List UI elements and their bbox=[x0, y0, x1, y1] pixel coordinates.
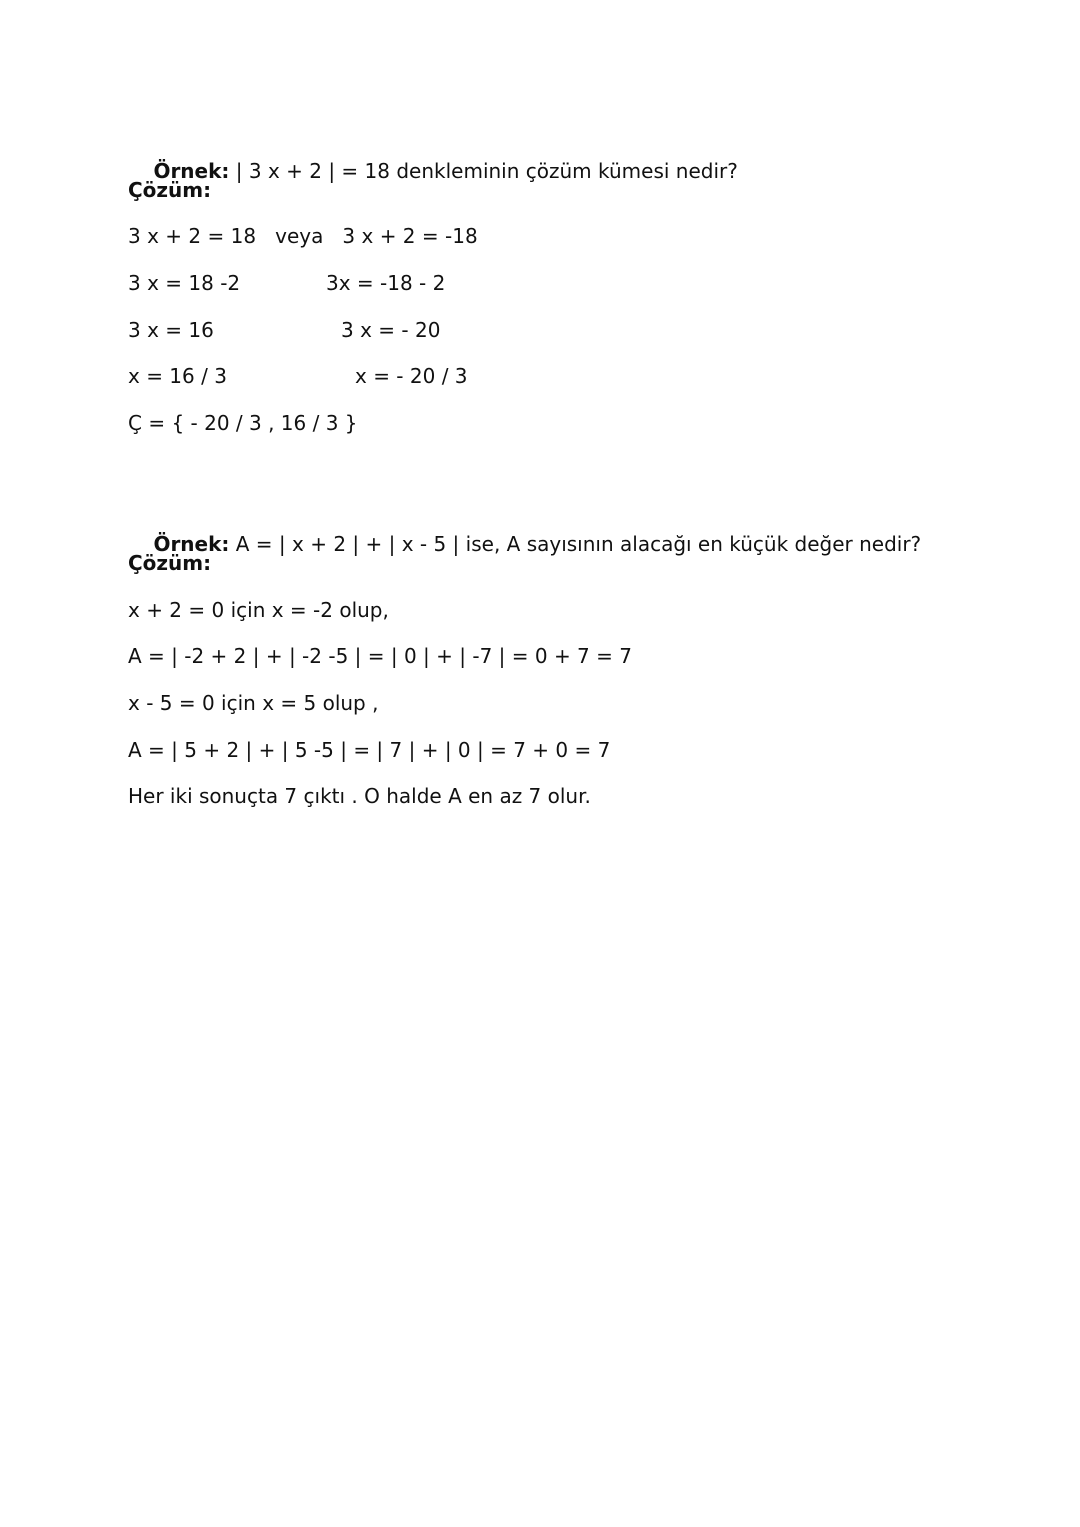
example2-label: Örnek: bbox=[153, 532, 230, 556]
example1-label: Örnek: bbox=[153, 159, 230, 183]
example2-line-1: x + 2 = 0 için x = -2 olup, bbox=[128, 598, 389, 622]
example1-line-1: 3 x + 2 = 18 veya 3 x + 2 = -18 bbox=[128, 224, 478, 248]
example2-line-4: A = | 5 + 2 | + | 5 -5 | = | 7 | + | 0 | = 7 + 0 = 7 bbox=[128, 738, 611, 762]
example1-line-4-left: x = 16 / 3 bbox=[128, 364, 227, 388]
example1-result: Ç = { - 20 / 3 , 16 / 3 } bbox=[128, 411, 358, 435]
example2-conclusion: Her iki sonuçta 7 çıktı . O halde A en az 7 olur. bbox=[128, 784, 591, 808]
example1-question-line bbox=[128, 129, 738, 213]
example2-solution-label: Çözüm: bbox=[128, 551, 212, 575]
example1-question: | 3 x + 2 | = 18 denkleminin çözüm kümesi nedir? bbox=[229, 159, 738, 183]
example2-question-line bbox=[128, 502, 921, 586]
example1-solution-label: Çözüm: bbox=[128, 178, 212, 202]
example2-question: A = | x + 2 | + | x - 5 | ise, A sayısının alacağı en küçük değer nedir? bbox=[229, 532, 922, 556]
example1-line-4-right: x = - 20 / 3 bbox=[355, 364, 468, 388]
example1-line-3-right: 3 x = - 20 bbox=[341, 318, 441, 342]
example2-line-2: A = | -2 + 2 | + | -2 -5 | = | 0 | + | -7 | = 0 + 7 = 7 bbox=[128, 644, 632, 668]
example1-line-2-left: 3 x = 18 -2 bbox=[128, 271, 241, 295]
example1-line-2-right: 3x = -18 - 2 bbox=[326, 271, 446, 295]
example2-line-3: x - 5 = 0 için x = 5 olup , bbox=[128, 691, 379, 715]
example1-line-3-left: 3 x = 16 bbox=[128, 318, 214, 342]
